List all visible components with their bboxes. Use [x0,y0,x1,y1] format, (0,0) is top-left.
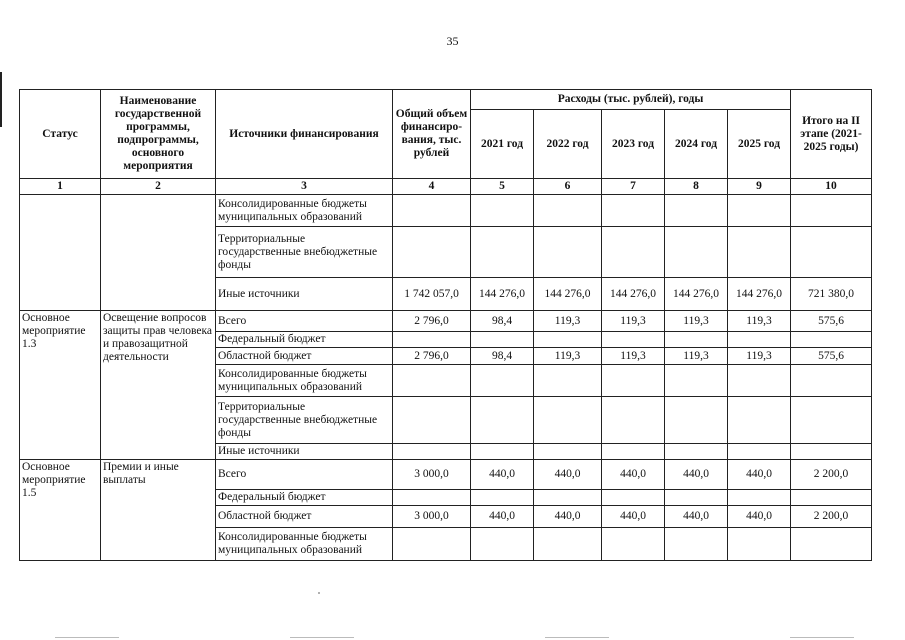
value-cell: 144 276,0 [534,278,602,311]
value-cell [471,332,534,348]
value-cell [393,397,471,444]
value-cell [728,490,791,506]
value-cell [665,397,728,444]
value-cell [393,227,471,278]
value-cell [602,195,665,227]
header-expenses-group: Расходы (тыс. рублей), годы [471,90,791,110]
source-cell: Территориальные государственные внебюджетные фонды [216,397,393,444]
financing-table [19,89,872,561]
value-cell [665,195,728,227]
value-cell: 440,0 [602,460,665,490]
value-cell: 2 200,0 [791,460,872,490]
status-cell [20,195,101,311]
value-cell [534,227,602,278]
source-cell: Консолидированные бюджеты муниципальных образований [216,528,393,561]
value-cell [471,528,534,561]
value-cell: 119,3 [602,311,665,332]
footer-rule [790,637,854,638]
value-cell: 98,4 [471,348,534,365]
source-cell: Федеральный бюджет [216,490,393,506]
value-cell: 440,0 [602,506,665,528]
value-cell [602,332,665,348]
value-cell [791,365,872,397]
header-year: 2022 год [534,110,602,179]
source-cell: Областной бюджет [216,348,393,365]
source-cell: Иные источники [216,444,393,460]
value-cell [728,195,791,227]
column-number: 4 [393,179,471,195]
value-cell [728,444,791,460]
column-number: 1 [20,179,101,195]
source-cell: Всего [216,460,393,490]
value-cell [471,444,534,460]
value-cell [728,332,791,348]
table-row [20,460,872,490]
value-cell [728,528,791,561]
value-cell [393,365,471,397]
value-cell [602,444,665,460]
value-cell [791,227,872,278]
header-year: 2021 год [471,110,534,179]
value-cell [471,227,534,278]
value-cell: 440,0 [471,506,534,528]
column-number: 5 [471,179,534,195]
status-cell: Основное мероприятие 1.5 [20,460,101,561]
source-cell: Территориальные государственные внебюджетные фонды [216,227,393,278]
value-cell [602,397,665,444]
value-cell [602,365,665,397]
value-cell [791,490,872,506]
value-cell [791,332,872,348]
value-cell [534,365,602,397]
status-cell: Основное мероприятие 1.3 [20,311,101,460]
value-cell [534,195,602,227]
column-number: 3 [216,179,393,195]
value-cell: 440,0 [728,460,791,490]
value-cell: 2 796,0 [393,348,471,365]
column-number: 6 [534,179,602,195]
source-cell: Консолидированные бюджеты муниципальных образований [216,195,393,227]
column-number: 10 [791,179,872,195]
value-cell [471,365,534,397]
value-cell [393,490,471,506]
value-cell: 119,3 [665,348,728,365]
value-cell [791,195,872,227]
value-cell [665,227,728,278]
value-cell [471,490,534,506]
value-cell [534,397,602,444]
value-cell [791,528,872,561]
value-cell: 3 000,0 [393,506,471,528]
value-cell: 440,0 [665,460,728,490]
value-cell [393,444,471,460]
header-year: 2024 год [665,110,728,179]
column-number: 9 [728,179,791,195]
value-cell: 119,3 [534,311,602,332]
value-cell [665,444,728,460]
value-cell [534,332,602,348]
value-cell [665,332,728,348]
value-cell [393,528,471,561]
value-cell: 98,4 [471,311,534,332]
value-cell [534,528,602,561]
program-name-cell [101,195,216,311]
source-cell: Всего [216,311,393,332]
value-cell [602,490,665,506]
column-number: 7 [602,179,665,195]
value-cell: 2 200,0 [791,506,872,528]
value-cell: 440,0 [728,506,791,528]
value-cell: 440,0 [471,460,534,490]
source-cell: Консолидированные бюджеты муниципальных образований [216,365,393,397]
header-year: 2025 год [728,110,791,179]
value-cell: 575,6 [791,311,872,332]
source-cell: Областной бюджет [216,506,393,528]
value-cell [728,365,791,397]
header-status: Статус [20,90,101,179]
value-cell: 2 796,0 [393,311,471,332]
source-cell: Федеральный бюджет [216,332,393,348]
value-cell [728,397,791,444]
value-cell: 440,0 [665,506,728,528]
value-cell: 440,0 [534,506,602,528]
value-cell [791,444,872,460]
value-cell [471,195,534,227]
footer-rule [545,637,609,638]
value-cell [602,227,665,278]
page-number: 35 [446,34,459,48]
table-body [20,195,872,561]
value-cell: 119,3 [602,348,665,365]
program-name-cell: Премии и иные выплаты [101,460,216,561]
value-cell [665,490,728,506]
value-cell [534,444,602,460]
value-cell [534,490,602,506]
column-number-row [20,179,872,195]
header-stage-total: Итого на II этапе (2021-2025 годы) [791,90,872,179]
value-cell: 575,6 [791,348,872,365]
value-cell: 119,3 [728,348,791,365]
column-number: 2 [101,179,216,195]
value-cell: 721 380,0 [791,278,872,311]
value-cell [665,528,728,561]
value-cell: 119,3 [665,311,728,332]
header-program-name: Наименование государственной программы, подпрограммы, основного мероприятия [101,90,216,179]
value-cell [665,365,728,397]
footer-rule [290,637,354,638]
value-cell: 144 276,0 [602,278,665,311]
left-edge-rule [0,72,2,127]
value-cell [728,227,791,278]
header-sources: Источники финансирования [216,90,393,179]
value-cell: 144 276,0 [471,278,534,311]
value-cell: 1 742 057,0 [393,278,471,311]
value-cell: 119,3 [728,311,791,332]
value-cell [393,195,471,227]
value-cell: 3 000,0 [393,460,471,490]
table-row [20,311,872,332]
value-cell: 440,0 [534,460,602,490]
column-number: 8 [665,179,728,195]
value-cell [791,397,872,444]
header-year: 2023 год [602,110,665,179]
value-cell: 119,3 [534,348,602,365]
program-name-cell: Освещение вопросов защиты прав человека и правозащитной деятельности [101,311,216,460]
table-row [20,195,872,227]
scan-speck [318,592,320,594]
value-cell [393,332,471,348]
value-cell: 144 276,0 [728,278,791,311]
value-cell [602,528,665,561]
source-cell: Иные источники [216,278,393,311]
value-cell [471,397,534,444]
header-total-volume: Общий объем финансиро-вания, тыс. рублей [393,90,471,179]
footer-rule [55,637,119,638]
value-cell: 144 276,0 [665,278,728,311]
